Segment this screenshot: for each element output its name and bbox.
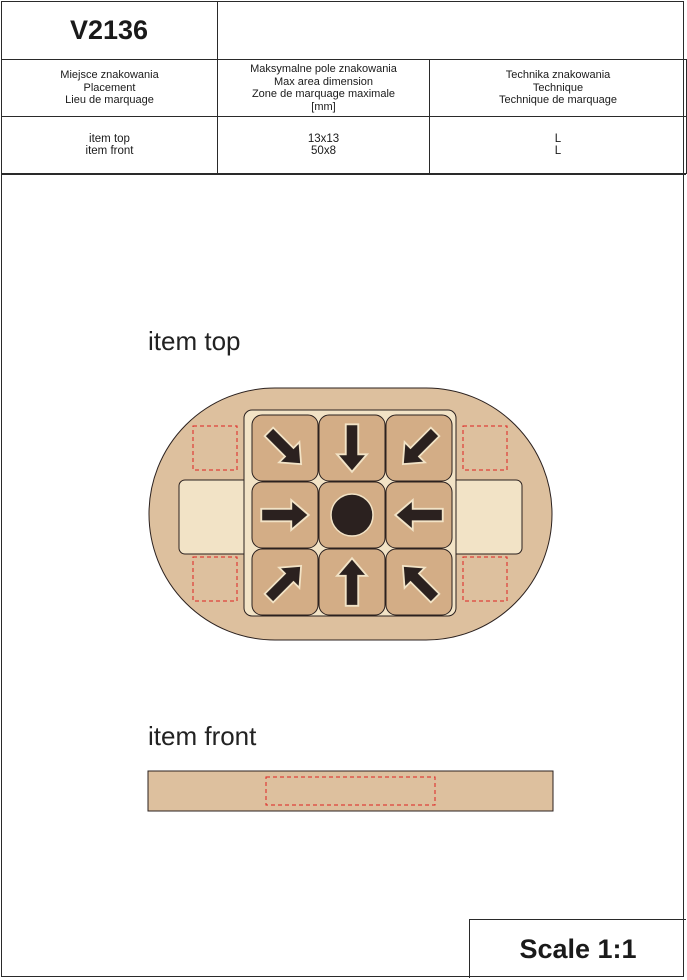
header-max-area: Maksymalne pole znakowania Max area dimension Zone de marquage maximale [mm] — [218, 60, 430, 117]
scale-label: Scale 1:1 — [469, 919, 686, 978]
header-technique: Technika znakowania Technique Technique de marquage — [430, 60, 687, 117]
product-code: V2136 — [1, 1, 218, 60]
item-front-label: item front — [148, 721, 257, 751]
placement-values: item top item front — [2, 117, 218, 174]
item-front-view — [148, 771, 553, 811]
header-placement: Miejsce znakowania Placement Lieu de marquage — [2, 60, 218, 117]
technique-values: L L — [430, 117, 687, 174]
item-top-view — [149, 388, 552, 640]
dot-icon — [331, 494, 373, 536]
area-values: 13x13 50x8 — [218, 117, 430, 174]
item-top-label: item top — [148, 326, 241, 356]
